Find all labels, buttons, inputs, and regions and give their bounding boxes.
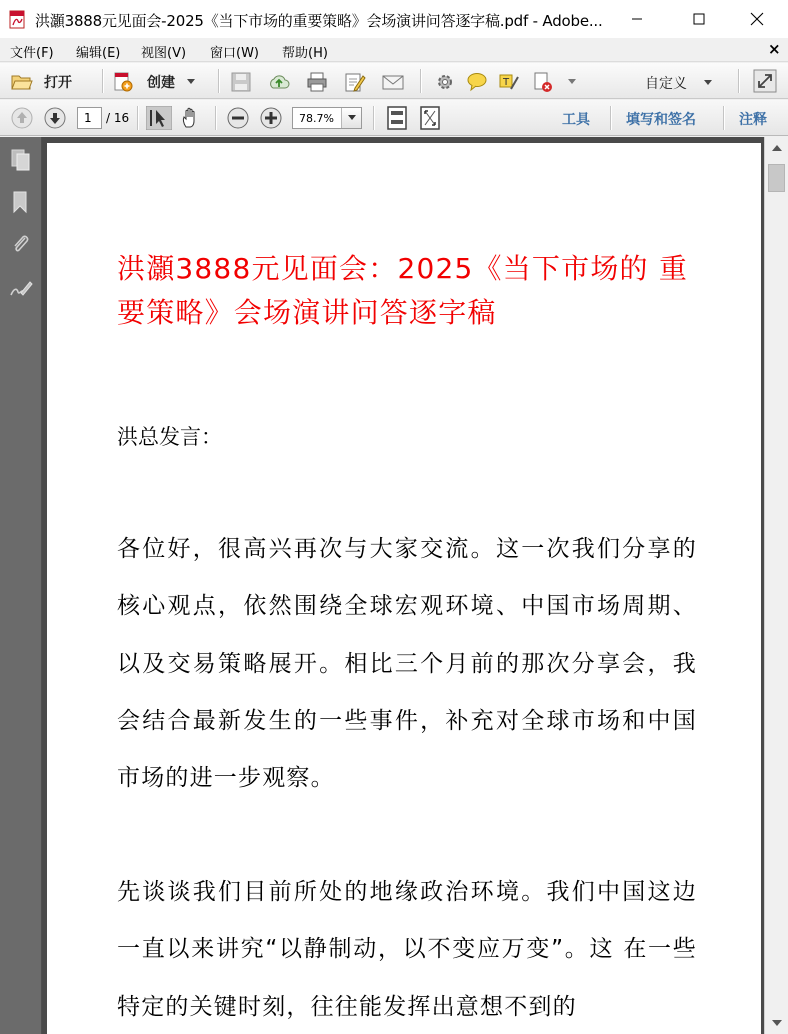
pdf-file-icon [9,10,27,29]
menu-bar [0,38,788,62]
page-number-input[interactable]: 1 [77,107,102,129]
menu-view[interactable]: 视图(V) [141,46,187,61]
fit-page-icon[interactable] [386,106,408,130]
delete-page-icon[interactable] [532,71,554,93]
tools-panel-link[interactable]: 工具 [562,112,590,128]
comment-panel-link[interactable]: 注释 [739,112,767,128]
toolbar-separator [215,106,216,130]
toolbar-separator [420,69,421,93]
scroll-up-button[interactable] [765,137,788,159]
highlight-text-icon[interactable] [498,71,520,93]
close-window-button[interactable] [734,0,780,38]
pdf-page [47,143,761,1034]
close-icon [750,12,764,26]
paragraph: 各位好，很高兴再次与大家交流。这一次我们分享的核心观点，依然围绕全球宏观环境、中国市场周期、以及交易策略展开。相比三个月前的那次分享会，我会结合最新发生的一些事件，补充对全球市场和中国市场的进一步观察。 [117,536,697,792]
zoom-value: 78.7% [299,112,334,125]
close-document-button[interactable]: × [768,40,781,58]
zoom-select[interactable] [292,107,362,129]
svg-text:T: T [503,77,510,88]
left-navigation-pane [0,137,42,1034]
scroll-down-button[interactable] [765,1012,788,1034]
chevron-down-icon [704,80,712,86]
title-bar [0,0,788,38]
vertical-scrollbar[interactable] [764,137,788,1034]
chevron-down-icon [348,115,356,121]
customize-button[interactable]: 自定义 [645,76,687,92]
chevron-up-icon [772,145,782,151]
bookmark-icon[interactable] [9,190,33,214]
chevron-down-icon [187,79,195,85]
maximize-icon [693,13,705,25]
speaker-label: 洪总发言： [117,425,222,449]
chevron-down-icon [772,1020,782,1026]
main-toolbar [0,63,788,99]
menu-window[interactable]: 窗口(W) [210,46,259,61]
expand-view-icon[interactable] [753,69,777,93]
select-cursor-icon[interactable] [146,106,172,130]
minimize-button[interactable] [614,0,660,38]
scroll-thumb[interactable] [768,164,785,192]
previous-page-icon[interactable] [11,107,33,129]
toolbar-separator [137,106,138,130]
menu-help[interactable]: 帮助(H) [282,46,328,61]
zoom-out-icon[interactable] [227,107,249,129]
toolbar-separator [723,106,724,130]
gear-icon[interactable] [434,71,456,93]
page-thumbnails-icon[interactable] [9,147,33,171]
email-icon[interactable] [382,71,404,93]
toolbar-separator [373,106,374,130]
toolbar-separator [610,106,611,130]
toolbar-separator [102,69,103,93]
full-screen-icon[interactable] [419,106,441,130]
document-viewport[interactable] [42,137,764,1034]
upload-cloud-icon[interactable] [268,71,290,93]
create-button[interactable]: 创建 [147,75,175,91]
next-page-icon[interactable] [44,107,66,129]
zoom-dropdown-button[interactable] [341,108,361,128]
edit-document-icon[interactable] [344,71,366,93]
comment-bubble-icon[interactable] [466,71,488,93]
print-icon[interactable] [306,71,328,93]
maximize-button[interactable] [676,0,722,38]
toolbar-separator [218,69,219,93]
fill-sign-panel-link[interactable]: 填写和签名 [626,112,696,128]
hand-tool-icon[interactable] [180,107,202,129]
create-pdf-icon[interactable] [112,71,134,93]
toolbar-separator [738,69,739,93]
open-folder-icon[interactable] [11,71,33,93]
signature-icon[interactable] [9,276,33,300]
save-icon[interactable] [230,71,252,93]
window-title: 洪灝3888元见面会-2025《当下市场的重要策略》会场演讲问答逐字稿.pdf - Adobe... [35,12,603,30]
menu-edit[interactable]: 编辑(E) [76,46,121,61]
navigation-toolbar [0,100,788,136]
page-total: / 16 [106,111,130,125]
paragraph: 先谈谈我们目前所处的地缘政治环境。我们中国这边一直以来讲究“以静制动，以不变应万变”。这 在一些特定的关键时刻，往往能发挥出意想不到的 [117,879,697,1020]
document-title: 洪灝3888元见面会：2025《当下市场的 重要策略》会场演讲问答逐字稿 [117,252,689,329]
menu-file[interactable]: 文件(F) [10,46,54,61]
minimize-icon [631,13,643,25]
zoom-in-icon[interactable] [260,107,282,129]
chevron-down-icon[interactable] [568,79,576,85]
open-button[interactable]: 打开 [44,75,72,91]
attachment-paperclip-icon[interactable] [9,232,33,256]
